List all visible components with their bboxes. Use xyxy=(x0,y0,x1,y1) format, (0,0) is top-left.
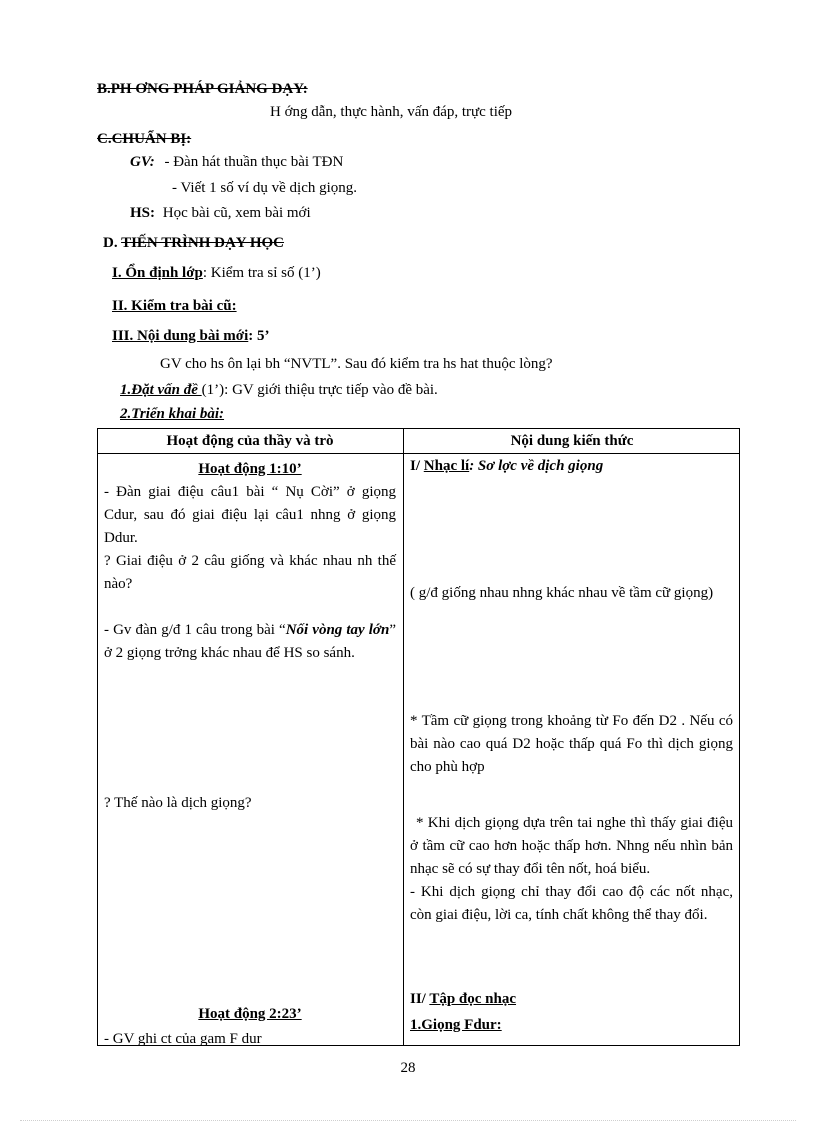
step-2 xyxy=(120,405,224,423)
item-2 xyxy=(112,297,237,315)
section-b-content: H ớng dẫn, thực hành, vấn đáp, trực tiếp xyxy=(270,104,513,120)
s2-label: Tập đọc nhạc xyxy=(429,991,517,1007)
section-b-title xyxy=(97,80,308,98)
step-1-text: (1’): GV giới thiệu trực tiếp vào đề bài. xyxy=(201,382,438,398)
section-b-title-text: B.PH ƠNG PHÁP GIẢNG DẠY: xyxy=(97,81,308,97)
item-3-text: : 5’ xyxy=(248,328,270,344)
section-c-title xyxy=(97,130,191,148)
gv-line-2: - Viết 1 số ví dụ về dịch giọng. xyxy=(172,180,358,196)
s2-prefix: II/ xyxy=(410,991,430,1007)
hd2-title-text: Hoạt động 2:23’ xyxy=(198,1006,302,1022)
hs-text: Học bài cũ, xem bài mới xyxy=(162,205,311,221)
right-r3-text: * Khi dịch giọng dựa trên tai nghe thì thấy giai điệu ở tầm cữ cao hơn hoặc thấp hơn. Nhng nếu nhìn bản nhạc sẽ có sự thay đổi tên nốt, hoá biểu. xyxy=(410,815,733,877)
item-1 xyxy=(112,264,321,282)
right-s2 xyxy=(410,988,733,1011)
step-1-label: 1.Đặt vấn đề xyxy=(120,382,202,398)
table-header-divider xyxy=(97,453,740,454)
hs-label: HS: xyxy=(130,205,156,221)
left-p5: - GV ghi ct của gam F dur xyxy=(104,1031,262,1047)
page-bottom-rule xyxy=(20,1120,796,1121)
col2-header: Nội dung kiến thức xyxy=(510,433,634,449)
table-column-divider xyxy=(403,428,404,1046)
left-p3 xyxy=(104,619,396,665)
section-d-title-text: TIẾN TRÌNH DẠY HỌC xyxy=(121,235,285,251)
right-r2: * Tầm cữ giọng trong khoảng từ Fo đến D2 . Nếu có bài nào cao quá D2 hoặc thấp quá Fo thì dịch giọng cho phù hợp xyxy=(410,713,733,775)
left-p4: ? Thế nào là dịch giọng? xyxy=(104,795,252,811)
section-c-title-text: C.CHUẨN BỊ: xyxy=(97,131,192,147)
item-1-label: I. Ổn định lớp xyxy=(112,265,203,281)
item-3 xyxy=(112,327,270,345)
hd1-title-text: Hoạt động 1:10’ xyxy=(198,461,302,477)
step-1 xyxy=(120,381,438,399)
gv-line-1 xyxy=(130,153,343,171)
hs-line xyxy=(130,204,311,222)
intro-line: GV cho hs ôn lại bh “NVTL”. Sau đó kiểm tra hs hat thuộc lòng? xyxy=(160,356,553,372)
gv-label: GV: xyxy=(130,154,155,170)
left-column xyxy=(104,458,396,665)
s1-label: Nhạc lí xyxy=(423,458,470,474)
section-d-prefix: D. xyxy=(103,235,122,251)
item-3-label: III. Nội dung bài mới xyxy=(112,328,249,344)
left-p3-prefix: - Gv đàn g/đ 1 câu trong bài “ xyxy=(104,622,286,638)
right-s3 xyxy=(410,1014,733,1037)
right-r1: ( g/đ giống nhau nhng khác nhau về tầm cữ giọng) xyxy=(410,585,714,601)
hd2-title xyxy=(104,1003,396,1026)
right-s1 xyxy=(410,455,733,478)
s3-label: 1.Giọng Fdur: xyxy=(410,1017,502,1033)
left-p1: - Đàn giai điệu câu1 bài “ Nụ Cời” ở giọng Cdur, sau đó giai điệu lại câu1 nhng ở giọng Ddur. xyxy=(104,484,396,546)
col1-header: Hoạt động của thầy và trò xyxy=(166,433,334,449)
gv-text-1: - Đàn hát thuần thục bài TĐN xyxy=(164,154,344,170)
page-number: 28 xyxy=(400,1060,416,1076)
right-r4-text: - Khi dịch giọng chỉ thay đổi cao độ các nốt nhạc, còn giai điệu, lời ca, tính chất không thể thay đổi. xyxy=(410,884,733,923)
left-p3-song: Nối vòng tay lớn xyxy=(285,622,390,638)
section-d-title xyxy=(103,234,284,252)
left-p3-suffix: ” ở 2 giọng trởng khác nhau để HS so sánh. xyxy=(104,622,396,661)
item-2-label: II. Kiểm tra bài cũ: xyxy=(112,298,237,314)
s1-prefix: I/ xyxy=(410,458,424,474)
hd1-title xyxy=(104,458,396,481)
right-r3 xyxy=(410,812,733,927)
item-1-text: : Kiểm tra sỉ số (1’) xyxy=(202,265,321,281)
left-p2: ? Giai điệu ở 2 câu giống và khác nhau nh thế nào? xyxy=(104,553,396,592)
s1-suffix: : Sơ lợc về dịch giọng xyxy=(469,458,604,474)
step-2-label: 2.Triển khai bài: xyxy=(120,406,225,422)
